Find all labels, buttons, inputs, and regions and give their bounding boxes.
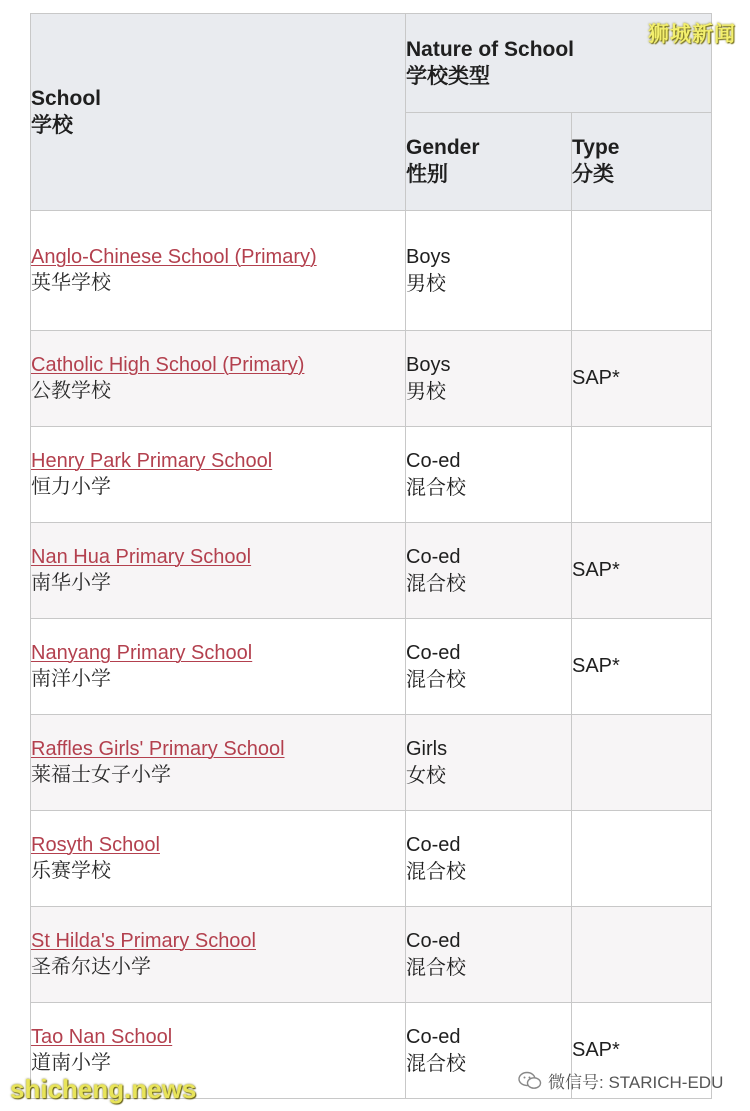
school-name-cell — [31, 715, 406, 811]
gender-zh: 女校 — [406, 764, 446, 787]
school-name-zh: 恒力小学 — [31, 476, 111, 498]
header-type-zh: 分类 — [572, 163, 614, 187]
watermark-bottom-left: shicheng.news — [10, 1074, 197, 1104]
school-name-zh: 南华小学 — [31, 572, 111, 594]
school-name-cell — [31, 907, 406, 1003]
gender-zh: 混合校 — [406, 1052, 466, 1075]
gender-cell — [406, 619, 572, 715]
header-nature-en: Nature of School — [406, 37, 575, 61]
school-name-cell — [31, 331, 406, 427]
school-name-cell — [31, 619, 406, 715]
header-gender — [406, 112, 572, 211]
header-school — [31, 14, 406, 211]
school-name-zh: 莱福士女子小学 — [31, 764, 171, 786]
header-gender-zh: 性别 — [406, 163, 448, 187]
type-cell — [572, 811, 712, 907]
table-row — [31, 715, 712, 811]
school-name-zh: 道南小学 — [31, 1052, 111, 1074]
gender-en: Co-ed — [406, 641, 461, 664]
school-link[interactable]: Anglo-Chinese School (Primary) — [31, 246, 317, 268]
watermark-bottom-right — [518, 1068, 723, 1093]
header-type — [572, 112, 712, 211]
school-link[interactable]: Nanyang Primary School — [31, 642, 253, 664]
gender-cell — [406, 523, 572, 619]
table-row — [31, 331, 712, 427]
table-row — [31, 523, 712, 619]
type-cell: SAP* — [572, 331, 712, 427]
type-cell — [572, 715, 712, 811]
school-name-cell — [31, 427, 406, 523]
gender-cell — [406, 427, 572, 523]
gender-cell — [406, 907, 572, 1003]
gender-cell — [406, 811, 572, 907]
gender-zh: 混合校 — [406, 860, 466, 883]
school-link[interactable]: Rosyth School — [31, 834, 160, 856]
gender-en: Co-ed — [406, 1025, 461, 1048]
table-row — [31, 811, 712, 907]
gender-en: Boys — [406, 245, 451, 268]
school-link[interactable]: St Hilda's Primary School — [31, 930, 256, 952]
gender-cell — [406, 331, 572, 427]
table-row — [31, 427, 712, 523]
header-nature-zh: 学校类型 — [406, 64, 490, 88]
type-cell — [572, 427, 712, 523]
school-name-zh: 圣希尔达小学 — [31, 956, 151, 978]
table-row — [31, 907, 712, 1003]
gender-cell — [406, 211, 572, 331]
gender-en: Co-ed — [406, 833, 461, 856]
school-link[interactable]: Catholic High School (Primary) — [31, 354, 305, 376]
school-name-cell — [31, 523, 406, 619]
gender-en: Girls — [406, 737, 448, 760]
gender-zh: 混合校 — [406, 956, 466, 979]
gender-zh: 男校 — [406, 272, 446, 295]
school-name-zh: 乐赛学校 — [31, 860, 111, 882]
wechat-id-text: 微信号: STARICH-EDU — [548, 1073, 724, 1092]
gender-en: Co-ed — [406, 929, 461, 952]
type-cell — [572, 211, 712, 331]
header-school-en: School — [31, 87, 102, 110]
header-gender-en: Gender — [406, 136, 480, 160]
school-name-zh: 南洋小学 — [31, 668, 111, 690]
school-link[interactable]: Raffles Girls' Primary School — [31, 738, 285, 760]
type-cell — [572, 907, 712, 1003]
school-link[interactable]: Henry Park Primary School — [31, 450, 273, 472]
gender-zh: 男校 — [406, 380, 446, 403]
header-type-en: Type — [572, 136, 620, 160]
gender-en: Co-ed — [406, 449, 461, 472]
school-link[interactable]: Tao Nan School — [31, 1026, 173, 1048]
type-cell: SAP* — [572, 619, 712, 715]
type-cell: SAP* — [572, 1003, 712, 1099]
school-name-cell — [31, 811, 406, 907]
schools-table — [30, 13, 712, 1099]
gender-cell — [406, 715, 572, 811]
school-name-zh: 公教学校 — [31, 380, 111, 402]
table-row — [31, 211, 712, 331]
type-cell: SAP* — [572, 523, 712, 619]
school-link[interactable]: Nan Hua Primary School — [31, 546, 252, 568]
gender-zh: 混合校 — [406, 572, 466, 595]
gender-zh: 混合校 — [406, 476, 466, 499]
gender-en: Boys — [406, 353, 451, 376]
table-row — [31, 619, 712, 715]
watermark-top-right: 狮城新闻 — [648, 23, 736, 46]
school-name-zh: 英华学校 — [31, 272, 111, 294]
school-name-cell — [31, 211, 406, 331]
gender-en: Co-ed — [406, 545, 461, 568]
gender-zh: 混合校 — [406, 668, 466, 691]
header-school-zh: 学校 — [31, 114, 73, 137]
wechat-icon — [518, 1071, 542, 1091]
